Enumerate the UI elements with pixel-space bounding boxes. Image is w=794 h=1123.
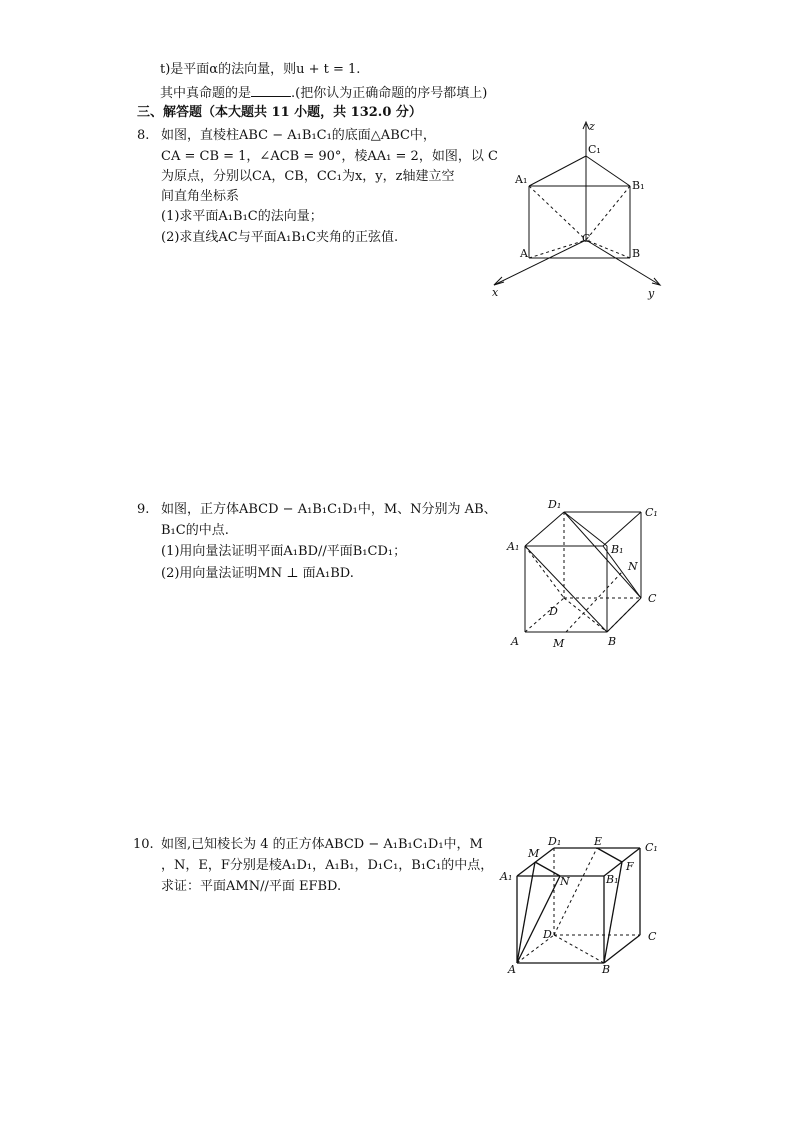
q10-dashed-DE [554, 848, 597, 935]
q8-edge-C1B1 [586, 156, 630, 186]
q8-number: 8. [137, 128, 150, 143]
q10-cube-figure [497, 832, 667, 980]
q9-diag-D1C [564, 512, 641, 598]
q8-label-A: A [520, 247, 528, 260]
q10-label-N: N [560, 875, 570, 888]
q10-label-D: D [543, 928, 552, 941]
q9-label-A1: A₁ [507, 540, 520, 553]
q8-label-B: B [632, 247, 641, 260]
q9-line-1: 如图，正方体ABCD − A₁B₁C₁D₁中，M、N分别为 AB、 [161, 502, 497, 517]
q9-diag-D1B1 [564, 512, 607, 546]
q9-cube-figure [500, 492, 675, 652]
q8-label-x: x [492, 286, 499, 299]
q8-label-C1: C₁ [588, 143, 601, 156]
q8-label-C: C [582, 232, 591, 245]
q8-label-z: z [589, 120, 595, 133]
q10-label-D1: D₁ [548, 835, 562, 848]
q10-line-3: 求证：平面AMN//平面 EFBD. [161, 879, 342, 894]
q9-line-3: (1)用向量法证明平面A₁BD//平面B₁CD₁； [161, 544, 407, 559]
q9-edge-B1C1 [603, 512, 641, 546]
q10-line-1: 如图,已知棱长为 4 的正方体ABCD − A₁B₁C₁D₁中，M [161, 837, 483, 852]
q8-prism-figure [480, 118, 670, 303]
q9-dashed-A1D [525, 546, 564, 598]
q8-edge-A1C1 [529, 156, 586, 186]
q10-number: 10. [133, 837, 154, 852]
q9-diag-A1B [525, 546, 607, 632]
q10-label-E: E [594, 835, 603, 848]
q8-dashed-BC [586, 240, 630, 258]
q8-label-B1: B₁ [632, 179, 645, 192]
q10-label-C: C [648, 930, 657, 943]
q8-label-A1: A₁ [515, 173, 528, 186]
q9-label-C: C [648, 592, 657, 605]
q8-label-y: y [648, 287, 655, 300]
q8-dashed-B1C [586, 186, 630, 240]
q10-label-A: A [508, 963, 516, 976]
prev-line-1: t)是平面α的法向量，则u + t = 1. [160, 62, 361, 77]
q9-label-N: N [628, 560, 638, 573]
answer-blank [251, 84, 291, 97]
q10-line-EF [597, 848, 622, 862]
q10-label-M: M [528, 847, 540, 860]
q8-line-2: CA = CB = 1，∠ACB = 90°，棱AA₁ = 2，如图，以 C [161, 149, 498, 164]
q9-line-4: (2)用向量法证明MN ⊥ 面A₁BD. [161, 566, 354, 581]
q8-line-5: (1)求平面A₁B₁C的法向量； [161, 209, 323, 224]
q10-line-2: ，N，E，F分别是棱A₁D₁，A₁B₁，D₁C₁，B₁C₁的中点， [161, 858, 494, 873]
q10-label-C1: C₁ [645, 841, 658, 854]
q8-dashed-AC [529, 240, 586, 258]
prev-line-2: 其中真命题的是 .(把你认为正确命题的序号都填上) [160, 86, 488, 101]
q10-dashed-DB [554, 935, 604, 963]
q9-line-2: B₁C的中点. [161, 523, 229, 538]
q10-edge-BC [604, 935, 640, 963]
q10-line-AN [517, 876, 560, 963]
q8-line-1: 如图，直棱柱ABC − A₁B₁C₁的底面△ABC中， [161, 128, 436, 143]
q8-dashed-A1C [529, 186, 586, 240]
q10-line-MN [535, 862, 560, 876]
q10-label-B1: B₁ [606, 873, 619, 886]
q9-dashed-AD [525, 598, 564, 632]
section-title: 三、解答题（本大题共 11 小题，共 132.0 分） [137, 105, 422, 120]
q9-number: 9. [137, 502, 150, 517]
q9-label-C1: C₁ [645, 506, 658, 519]
q10-label-F: F [626, 860, 634, 873]
q9-label-D: D [549, 605, 558, 618]
q9-label-B: B [608, 635, 617, 648]
q9-label-M: M [553, 637, 565, 650]
q8-y-axis [586, 240, 660, 285]
q8-line-3: 为原点，分别以CA，CB，CC₁为x，y，z轴建立空 [161, 169, 455, 184]
q9-edge-A1D1 [525, 512, 564, 546]
q10-label-A1: A₁ [500, 870, 513, 883]
q10-line-AM [517, 862, 535, 963]
q9-label-A: A [511, 635, 519, 648]
q10-label-B: B [602, 963, 611, 976]
q9-dashed-MN [566, 572, 622, 632]
q9-label-D1: D₁ [548, 498, 562, 511]
q9-label-B1: B₁ [611, 543, 624, 556]
q8-x-axis [494, 240, 586, 285]
q8-line-6: (2)求直线AC与平面A₁B₁C夹角的正弦值. [161, 230, 399, 245]
q8-line-4: 间直角坐标系 [161, 189, 240, 204]
